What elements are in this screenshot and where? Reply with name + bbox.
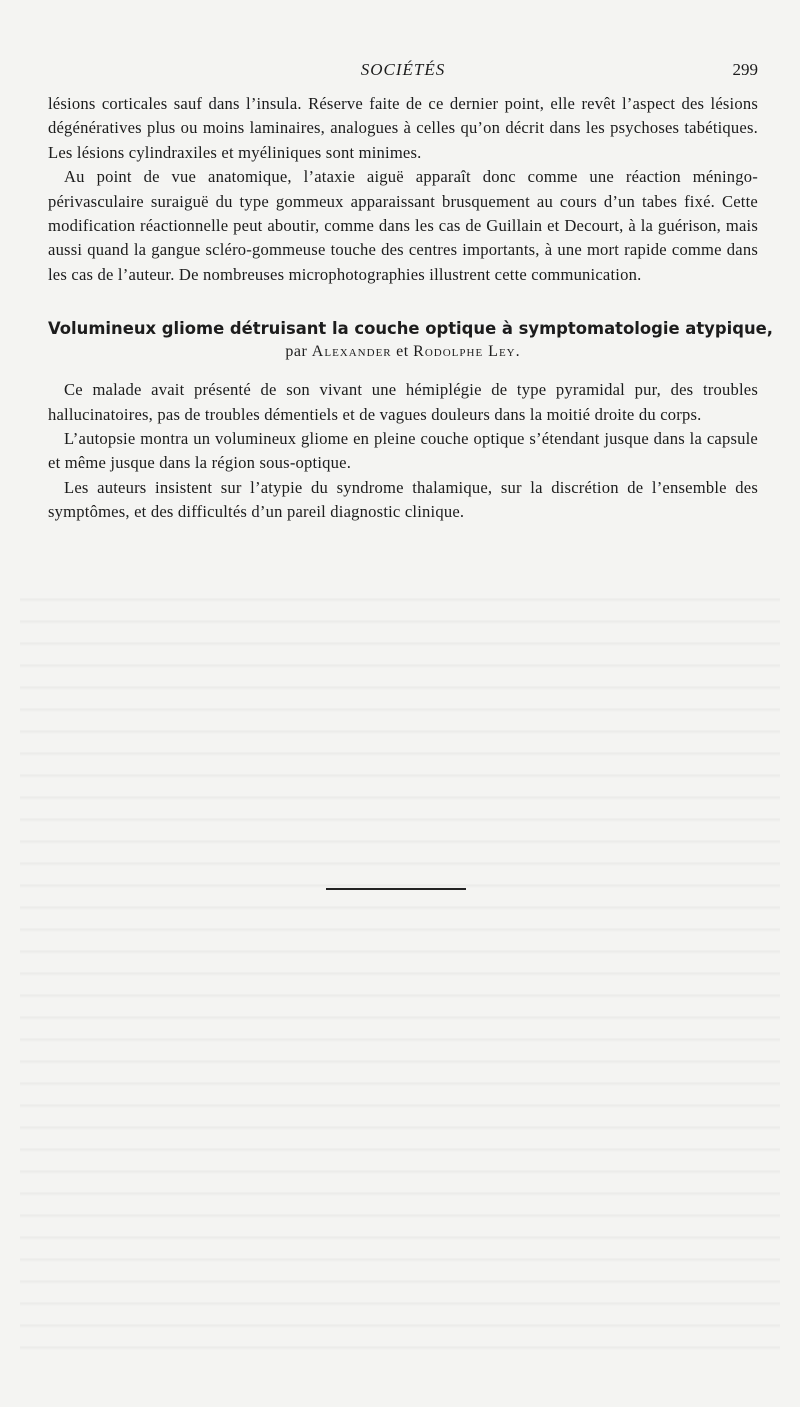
page-number: 299 xyxy=(732,60,758,79)
article-title: Volumineux gliome détruisant la couche optique à symptomatologie atypique, xyxy=(48,319,773,339)
article-body xyxy=(48,378,758,524)
byline xyxy=(48,340,758,364)
paragraph: lésions corticales sauf dans l’insula. Réserve faite de ce dernier point, elle revêt l’aspect des lésions dégénératives plus ou moins laminaires, analogues à celles qu’on décrit dans les psychoses tabétiques. Les lésions cylindraxiles et myéliniques sont minimes. xyxy=(48,94,758,162)
byline-conjunction: et xyxy=(396,343,409,361)
section-end-rule xyxy=(326,888,466,890)
paragraph: L’autopsie montra un volumineux gliome en pleine couche optique s’étendant jusque dans la capsule et même jusque dans la région sous-optique. xyxy=(48,429,758,473)
paragraph: Ce malade avait présenté de son vivant une hémiplégie de type pyramidal pur, des troubles hallucinatoires, pas de troubles démentiels et de vagues douleurs dans la moitié droite du corps. xyxy=(48,380,758,424)
byline-prefix: par xyxy=(285,343,308,361)
paragraph: Au point de vue anatomique, l’ataxie aiguë apparaît donc comme une réaction méningo-périvasculaire suraiguë du type gommeux apparaissant brusquement au cours d’un tabes fixé. Cette modification réactionnelle peut aboutir, comme dans les cas de Guillain et Decourt, à la guérison, mais aussi quand la gangue scléro-gommeuse touche des centres importants, à une mort rapide comme dans les cas de l’auteur. De nombreuses microphotographies illustrent cette communication. xyxy=(48,167,758,284)
running-head xyxy=(48,58,758,82)
show-through-texture xyxy=(20,580,780,1360)
running-title: SOCIÉTÉS xyxy=(360,60,446,79)
author-name: Alexander xyxy=(311,343,392,361)
author-name: Rodolphe Ley. xyxy=(413,343,521,361)
body-text xyxy=(48,92,773,525)
paragraph: Les auteurs insistent sur l’atypie du syndrome thalamique, sur la discrétion de l’ensemble des symptômes, et des difficultés d’un pareil diagnostic clinique. xyxy=(48,477,758,522)
